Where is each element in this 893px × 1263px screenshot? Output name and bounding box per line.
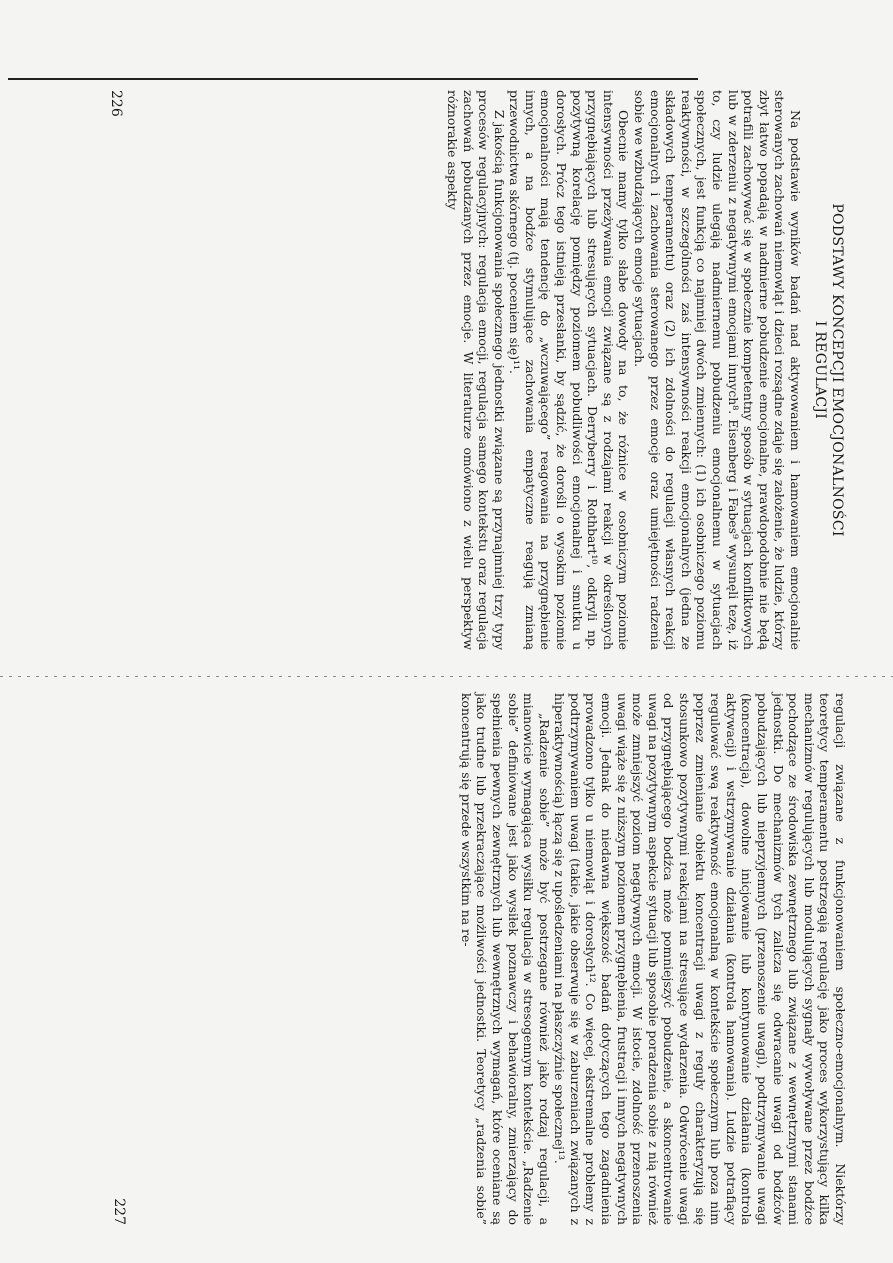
paragraph-2: „Radzenie sobie” może być postrzegane również jako rodzaj regulacji, a mianowicie wymagająca wysiłku regulacja w stresogennym kontekście. „Radzenie sobie” definiowane jest jako wysiłek poznawczy i behawioralny, zmierzający do spełnienia pewnych zewnętrznych lub wewnętrznych wymagań, które oceniane są jako trudne lub przekraczające możliwości jednostki. Teoretycy „radzenia sobie” koncentrują się przede wszystkim na re- [458, 693, 552, 1225]
scan-edge-line [8, 78, 698, 80]
paragraph-2: Obecnie mamy tylko słabe dowody na to, że różnice w osobniczym poziomie intensywności przeżywania emocji związane są z rodzajami reakcji w określonych przygnębiających lub stresujących sytuacjach. Derryberry i Rothbart¹⁰, odkryli np. pozytywną korelację pomiędzy poziomem pobudliwości emocjonalnej i smutku u dorosłych. Prócz tego istnieją przesłanki, by sądzić, że dorośli o wysokim poziomie emocjonalności mają tendencję do „wczuwającego” reagowania na przygnębienie innych, a na bodźce stymulujące zachowania empatyczne reagują zmianą przewodnictwa skórnego (tj. poceniem się)¹¹. [507, 90, 632, 650]
chapter-title-line-1: PODSTAWY KONCEPCJI EMOCJONALNOŚCI [829, 203, 845, 537]
page-number: 227 [111, 1198, 127, 1225]
page-number: 226 [108, 90, 124, 117]
chapter-title [811, 90, 845, 650]
page-fold-line [0, 676, 893, 677]
paragraph-1: Na podstawie wyników badań nad aktywowaniem i hamowaniem emocjonalnie sterowanych zachowań niemowląt i dzieci rozsądne zdaje się założenie, że ludzie, którzy zbyt łatwo popadają w nadmierne pobudzenie emocjonalne, prawdopodobnie nie będą potrafili zachowywać się w społecznie kompetentny sposób w sytuacjach konfliktowych lub w zderzeniu z negatywnymi emocjami innych⁸. Eisenberg i Fabes⁹ wysunęli tezę, iż to, czy ludzie ulegają nadmiernemu pobudzeniu emocjonalnemu w sytuacjach społecznych, jest funkcją co najmniej dwóch zmiennych: (1) ich osobniczego poziomu reaktywności, w szczególności zaś intensywności reakcji emocjonalnych (jedna ze składowych temperamentu) oraz (2) ich zdolności do regulacji własnych reakcji emocjonalnych i zachowania sterowanego przez emocje oraz umiejętności radzenia sobie we wzbudzających emocje sytuacjach. [632, 90, 803, 650]
left-page [105, 90, 845, 650]
chapter-title-line-2: I REGULACJI [812, 320, 828, 420]
paragraph-1: regulacji związane z funkcjonowaniem społeczno-emocjonalnym. Niektórzy teoretycy temperamentu postrzegają regulację jako proces wykorzystujący kilka mechanizmów regulujących lub modulujących sygnały wywoływane przez bodźce pochodzące ze środowiska zewnętrznego lub związane z wewnętrznymi stanami jednostki. Do mechanizmów tych zalicza się odwracanie uwagi od bodźców pobudzających lub nieprzyjemnych (przenoszenie uwagi), podtrzymywanie uwagi (koncentracja), dowolne inicjowanie lub kontynuowanie działania (kontrola aktywacji) i wstrzymywanie działania (kontrola hamowania). Ludzie potrafiący regulować swą reaktywność emocjonalną w kontekście społecznym lub poza nim poprzez zmienianie obiektu koncentracji uwagi z reguły charakteryzują się stosunkowo pozytywnymi reakcjami na stresujące wydarzenia. Odwrócenie uwagi od przygnębiającego bodźca może pomniejszyć pobudzenie, a skoncentrowanie uwagi na pozytywnym aspekcie sytuacji lub sposobie poradzenia sobie z nią również może zmniejszyć poziom negatywnych emocji. W istocie, zdolność przenoszenia uwagi wiąże się z niższym poziomem przygnębienia, frustracji i innych negatywnych emocji. Jednak do niedawna większość badań dotyczących tego zagadnienia prowadzono tylko u niemowląt i dorosłych¹². Co więcej, ekstremalne problemy z podtrzymywaniem uwagi (takie, jakie obserwuje się w zaburzeniach związanych z hiperaktywnością) łączą się z upośledzeniami na płaszczyźnie społecznej¹³. [552, 693, 848, 1225]
paragraph-3: Z jakością funkcjonowania społecznego jednostki związane są przynajmniej trzy typy procesów regulacyjnych: regulacja emocji, regulacja samego kontekstu oraz regulacja zachowań pobudzanych przez emocje. W literaturze omówiono z wielu perspektyw różnorakie aspekty [444, 90, 507, 650]
right-page [108, 693, 848, 1225]
